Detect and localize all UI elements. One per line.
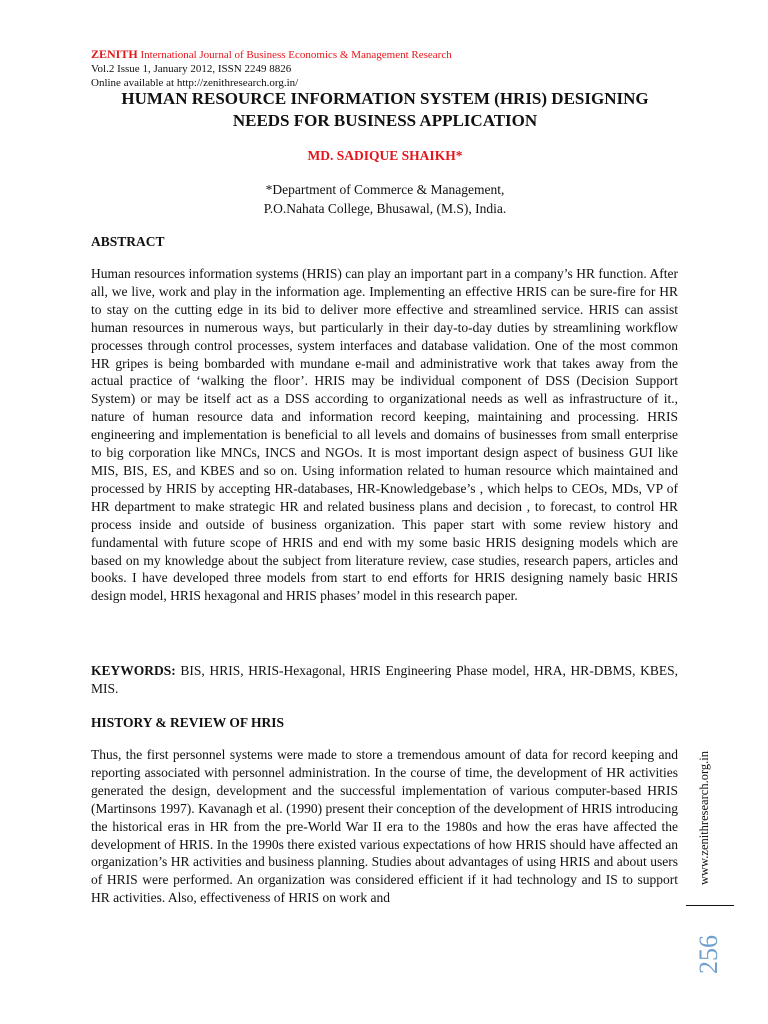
journal-header: [91, 47, 452, 90]
history-text: Thus, the first personnel systems were made to store a tremendous amount of data for record keeping and reporting associated with personnel administration. In the course of time, the development of HR activities generated the design, development and the successful implementation of various computer-based HRIS (Martinsons 1997). Kavanagh et al. (1990) present their conception of the development of HRIS introducing the historical eras in HR from the pre-World War II era to the 1980s and how the eras have affected the development of HRIS. In the 1990s there existed various expectations of how HRIS should have affected an organization’s HR activities and business planning. Studies about advantages of using HRIS and about users of HRIS were performed. An organization was considered efficient if it had technology and IS to support HR activities. Also, effectiveness of HRIS on work and: [91, 747, 678, 906]
page-number: [692, 912, 726, 982]
side-divider: [686, 905, 734, 906]
keywords-text: BIS, HRIS, HRIS-Hexagonal, HRIS Engineering Phase model, HRA, HR-DBMS, KBES, MIS.: [91, 663, 678, 696]
side-url: [695, 705, 715, 885]
journal-title-line: [91, 47, 452, 62]
abstract-text: Human resources information systems (HRIS) can play an important part in a company’s HR function. After all, we live, work and play in the information age. Implementing an effective HRIS can be sure-fire for HR to stay on the cutting edge in its bid to deliver more effective and streamlined service. HRIS can assist human resources in numerous ways, but particularly in their day-to-day duties by streamlining workflow processes through control processes, system interfaces and database validation. One of the most common HR gripes is being bombarded with mundane e-mail and administrative work that takes away from the actual practice of ‘walking the floor’. HRIS may be individual component of DSS (Decision Support System) or may be itself act as a DSS according to organizational needs as well as infrastructure of it., nature of human resource data and information record keeping, maintaining and processing. HRIS engineering and implementation is beneficial to all levels and domains of businesses from small enterprise to big corporation like MNCs, INCS and NGOs. It is most important design aspect of business GUI like MIS, BIS, ES, and KBES and so on. Using information related to human resource which maintained and processed by HRIS by accepting HR-databases, HR-Knowledgebase’s , which helps to CEOs, MDs, VP of HR department to make strategic HR and related business plans and decision , to forecast, to control HR process inside and outside of business organization. This paper start with some review history and fundamental with future scope of HRIS and end with my some basic HRIS designing models which are based on my knowledge about the subject from literature review, case studies, research papers, articles and books. I have developed three models from start to end efforts for HRIS designing namely basic HRIS design model, HRIS hexagonal and HRIS phases’ model in this research paper.: [91, 266, 678, 604]
journal-issue: Vol.2 Issue 1, January 2012, ISSN 2249 8826: [91, 63, 292, 75]
history-heading: HISTORY & REVIEW OF HRIS: [91, 715, 285, 730]
affiliation-line-2: P.O.Nahata College, Bhusawal, (M.S), India.: [263, 201, 507, 216]
author-name: MD. SADIQUE SHAIKH*: [307, 148, 463, 163]
paper-title: [60, 88, 710, 132]
journal-full-name: International Journal of Business Economics & Management Research: [140, 49, 452, 61]
keywords-label: KEYWORDS:: [91, 663, 176, 678]
author-affiliation: [60, 180, 710, 218]
abstract-heading: ABSTRACT: [91, 234, 165, 249]
paper-title-line-1: HUMAN RESOURCE INFORMATION SYSTEM (HRIS) DESIGNING: [121, 89, 649, 108]
affiliation-line-1: *Department of Commerce & Management,: [265, 182, 505, 197]
side-url-text[interactable]: www.zenithresearch.org.in: [697, 751, 711, 885]
keywords-paragraph: [91, 662, 678, 698]
paper-title-line-2: NEEDS FOR BUSINESS APPLICATION: [232, 111, 538, 130]
journal-online-link[interactable]: Online available at http://zenithresearch.org.in/: [91, 77, 299, 89]
journal-name: ZENITH: [91, 47, 138, 61]
page-number-text: 256: [694, 935, 723, 974]
